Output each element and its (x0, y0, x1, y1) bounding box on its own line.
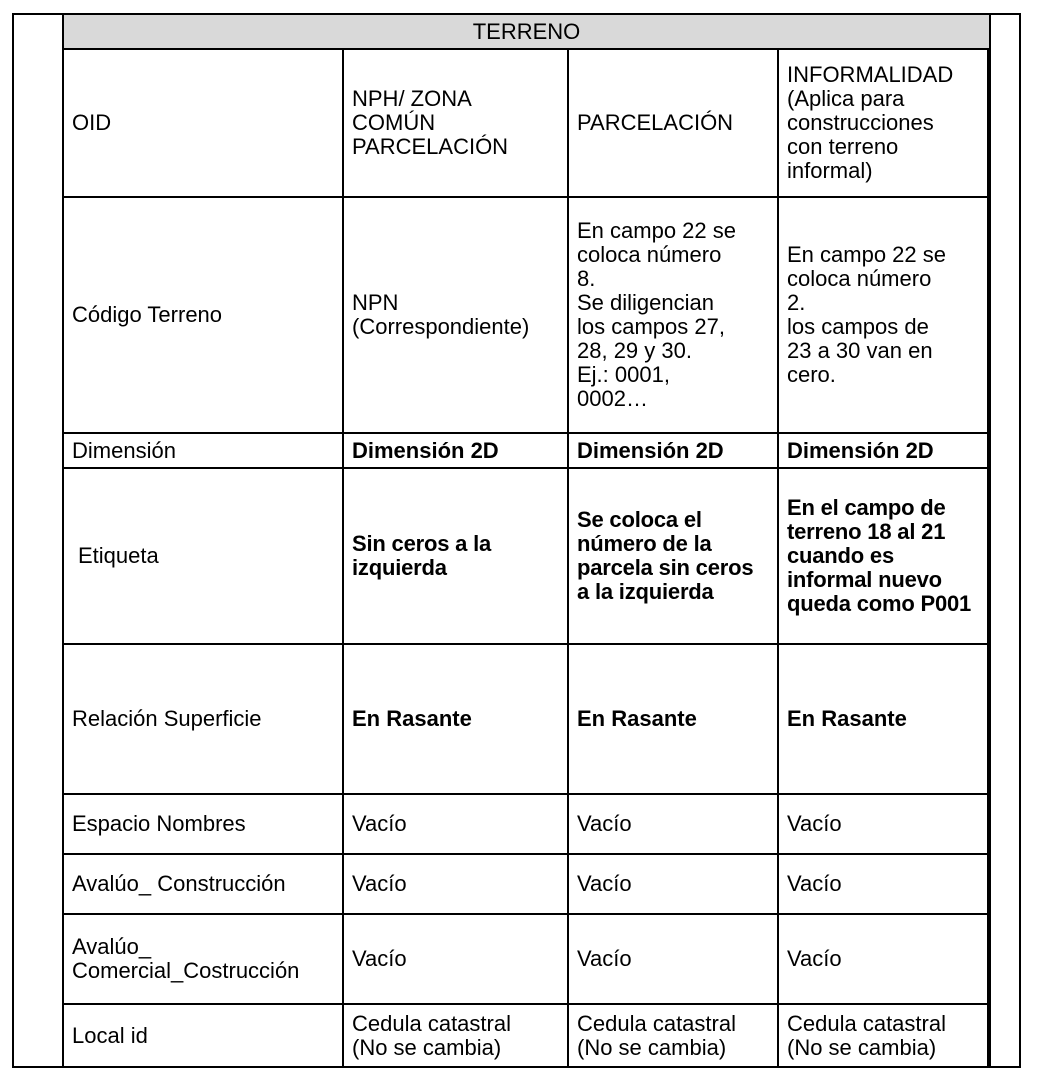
table-cell: Cedula catastral (No se cambia) (343, 1004, 568, 1067)
table-cell: Vacío (568, 914, 778, 1004)
table-row (63, 433, 990, 468)
table-cell: Vacío (778, 854, 990, 914)
terreno-table (62, 13, 991, 1068)
table-cell: Cedula catastral (No se cambia) (568, 1004, 778, 1067)
table-cell: En el campo de terreno 18 al 21 cuando es informal nuevo queda como P001 (778, 468, 990, 644)
table-row (63, 644, 990, 794)
table-cell: Vacío (778, 794, 990, 854)
table-row (63, 197, 990, 433)
row-label: Avalúo_ Comercial_Costrucción (63, 914, 343, 1004)
column-header-informalidad: INFORMALIDAD (Aplica para construcciones con terreno informal) (778, 49, 990, 197)
table-cell: En campo 22 se coloca número 8. Se diligencian los campos 27, 28, 29 y 30. Ej.: 0001, 0002… (568, 197, 778, 433)
table-title: TERRENO (63, 14, 990, 49)
table-cell: Dimensión 2D (568, 433, 778, 468)
table-row (63, 468, 990, 644)
table-cell: Dimensión 2D (778, 433, 990, 468)
table-cell: Vacío (778, 914, 990, 1004)
column-header-parcelacion: PARCELACIÓN (568, 49, 778, 197)
row-label: Espacio Nombres (63, 794, 343, 854)
table-cell: Cedula catastral (No se cambia) (778, 1004, 990, 1067)
column-header-oid: OID (63, 49, 343, 197)
table-row (63, 854, 990, 914)
table-cell: Vacío (568, 854, 778, 914)
column-header-row (63, 49, 990, 197)
row-label: Relación Superficie (63, 644, 343, 794)
column-header-nph: NPH/ ZONA COMÚN PARCELACIÓN (343, 49, 568, 197)
table-cell: Vacío (343, 914, 568, 1004)
table-cell: En Rasante (343, 644, 568, 794)
row-label: Etiqueta (63, 468, 343, 644)
table-cell: Vacío (343, 854, 568, 914)
row-label: Dimensión (63, 433, 343, 468)
table-cell: Dimensión 2D (343, 433, 568, 468)
table-cell: En Rasante (568, 644, 778, 794)
table-cell: Vacío (568, 794, 778, 854)
table-row (63, 1004, 990, 1067)
table-title-row (63, 14, 990, 49)
table-cell: NPN (Correspondiente) (343, 197, 568, 433)
row-label: Local id (63, 1004, 343, 1067)
table-cell: Se coloca el número de la parcela sin ceros a la izquierda (568, 468, 778, 644)
table-cell: Sin ceros a la izquierda (343, 468, 568, 644)
table-row (63, 914, 990, 1004)
table-cell: Vacío (343, 794, 568, 854)
row-label: Avalúo_ Construcción (63, 854, 343, 914)
table-cell: En Rasante (778, 644, 990, 794)
row-label: Código Terreno (63, 197, 343, 433)
table-cell: En campo 22 se coloca número 2. los campos de 23 a 30 van en cero. (778, 197, 990, 433)
table-row (63, 794, 990, 854)
